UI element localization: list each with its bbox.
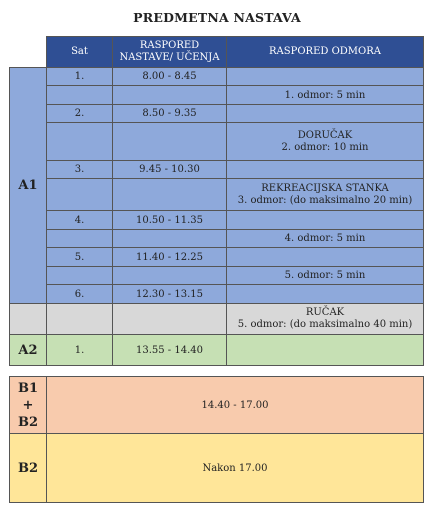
break-title: REKREACIJSKA STANKA <box>261 182 389 194</box>
group-b1-line1: B1 <box>17 380 39 396</box>
a2-row <box>10 335 424 366</box>
sat-cell: 5. <box>47 248 113 267</box>
b2-time-cell: Nakon 17.00 <box>47 434 424 503</box>
header-blank-cell <box>10 37 47 68</box>
header-raspored-nastave-line1: RASPORED <box>139 40 200 51</box>
lunch-duration: 5. odmor: (do maksimalno 40 min) <box>237 319 413 330</box>
break-cell: 4. odmor: 5 min <box>227 230 424 248</box>
time-cell <box>113 230 227 248</box>
break-title: DORUČAK <box>297 129 353 141</box>
sat-cell: 2. <box>47 105 113 123</box>
time-cell: 10.50 - 11.35 <box>113 211 227 230</box>
b1-time-cell: 14.40 - 17.00 <box>47 377 424 434</box>
sat-cell <box>47 123 113 161</box>
table-row <box>10 123 424 161</box>
table-row <box>10 161 424 179</box>
time-cell <box>113 179 227 211</box>
time-cell: 9.45 - 10.30 <box>113 161 227 179</box>
spacer-row <box>10 369 424 377</box>
sat-cell: 4. <box>47 211 113 230</box>
break-cell <box>227 248 424 267</box>
time-cell <box>113 304 227 335</box>
break-cell <box>227 105 424 123</box>
break-cell: 1. odmor: 5 min <box>227 86 424 105</box>
table-row <box>10 285 424 304</box>
sat-cell <box>47 230 113 248</box>
sat-cell <box>47 179 113 211</box>
b2-row <box>10 434 424 503</box>
spacer <box>10 369 424 377</box>
lunch-group-cell <box>10 304 47 335</box>
time-cell: 13.55 - 14.40 <box>113 335 227 366</box>
break-cell <box>227 123 424 161</box>
header-raspored-nastave-line2: NASTAVE/ UČENJA <box>119 52 220 63</box>
break-cell <box>227 68 424 86</box>
table-row <box>10 230 424 248</box>
table-row <box>10 211 424 230</box>
time-cell: 8.00 - 8.45 <box>113 68 227 86</box>
sat-cell <box>47 86 113 105</box>
table-row <box>10 248 424 267</box>
table-row <box>10 267 424 285</box>
lunch-row <box>10 304 424 335</box>
header-row <box>10 37 424 68</box>
break-cell <box>227 179 424 211</box>
break-cell <box>227 211 424 230</box>
break-duration: 3. odmor: (do maksimalno 20 min) <box>237 194 413 206</box>
time-cell <box>113 123 227 161</box>
page-title: PREDMETNA NASTAVA <box>133 10 301 25</box>
time-cell <box>113 267 227 285</box>
sat-cell: 3. <box>47 161 113 179</box>
sat-cell <box>47 267 113 285</box>
header-raspored-nastave <box>113 37 227 68</box>
group-b2-label: B2 <box>10 434 47 503</box>
group-b1-label <box>10 377 47 434</box>
time-cell: 12.30 - 13.15 <box>113 285 227 304</box>
break-cell <box>227 285 424 304</box>
lunch-break-cell <box>227 304 424 335</box>
schedule-table <box>9 36 424 503</box>
time-cell <box>113 86 227 105</box>
group-a1-label: A1 <box>10 68 47 304</box>
group-b1-line2: + <box>22 397 34 413</box>
group-a2-label: A2 <box>10 335 47 366</box>
table-row <box>10 179 424 211</box>
table-row <box>10 86 424 105</box>
sat-cell: 6. <box>47 285 113 304</box>
break-cell <box>227 161 424 179</box>
sat-cell <box>47 304 113 335</box>
sat-cell: 1. <box>47 335 113 366</box>
header-raspored-odmora: RASPORED ODMORA <box>227 37 424 68</box>
break-cell <box>227 335 424 366</box>
break-cell: 5. odmor: 5 min <box>227 267 424 285</box>
group-b1-line3: B2 <box>17 414 39 430</box>
table-row <box>10 105 424 123</box>
time-cell: 8.50 - 9.35 <box>113 105 227 123</box>
header-sat: Sat <box>47 37 113 68</box>
b1-row <box>10 377 424 434</box>
table-row <box>10 68 424 86</box>
sat-cell: 1. <box>47 68 113 86</box>
time-cell: 11.40 - 12.25 <box>113 248 227 267</box>
break-duration: 2. odmor: 10 min <box>281 141 369 153</box>
lunch-title: RUČAK <box>305 307 345 318</box>
